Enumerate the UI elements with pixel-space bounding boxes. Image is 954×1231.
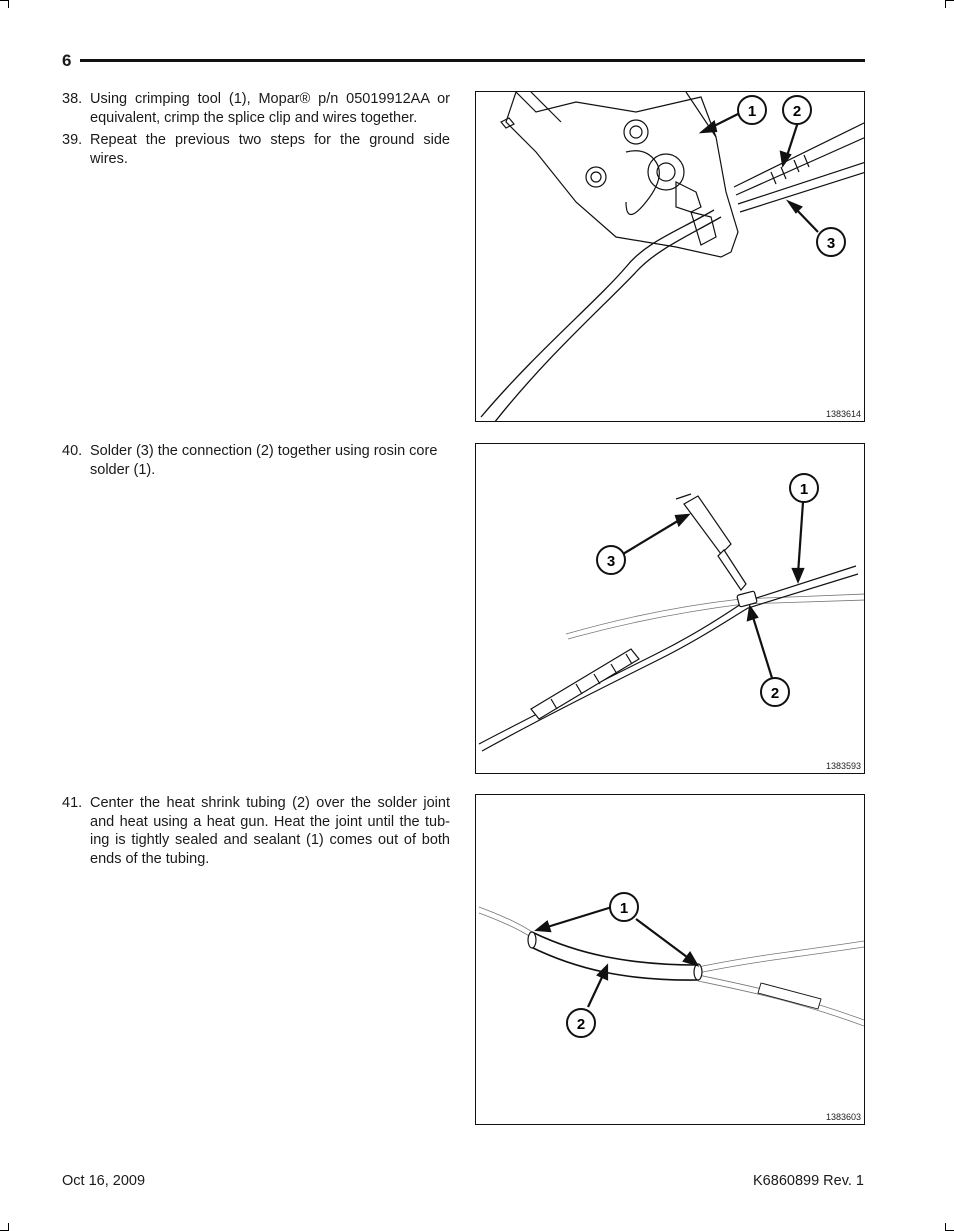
- crop-mark-top-right: [946, 0, 954, 1]
- header-rule: [80, 59, 865, 62]
- step-text: Repeat the previous two steps for the ground side wires.: [90, 132, 450, 167]
- footer-date: Oct 16, 2009: [62, 1173, 146, 1189]
- callout-3: 3: [826, 235, 836, 252]
- step-text: Solder (3) the connection (2) together using rosin core solder (1).: [90, 443, 438, 478]
- step-38: [62, 90, 450, 127]
- step-40: [62, 442, 450, 479]
- callout-2: 2: [576, 1016, 586, 1033]
- figure-id: 1383593: [825, 761, 861, 771]
- figure-id: 1383614: [825, 409, 861, 419]
- heat-shrink-illustration: [476, 795, 865, 1125]
- callout-2: 2: [792, 103, 802, 120]
- step-39: [62, 131, 450, 168]
- step-41: [62, 794, 450, 868]
- callout-badges: [738, 96, 845, 256]
- callout-1: 1: [619, 900, 629, 917]
- solder-illustration: [476, 444, 865, 774]
- step-number: 41.: [62, 795, 83, 811]
- step-number: 38.: [62, 91, 83, 107]
- callout-1: 1: [747, 103, 757, 120]
- callout-2: 2: [770, 685, 780, 702]
- figure-heat-shrink: [475, 794, 865, 1125]
- step-text: Using crimping tool (1), Mopar® p/n 05019912AA or equivalent, crimp the splice clip and wires together.: [90, 91, 450, 126]
- step-number: 40.: [62, 443, 83, 459]
- page-number: 6: [62, 51, 72, 70]
- callout-3: 3: [606, 553, 616, 570]
- figure-solder: [475, 443, 865, 774]
- crop-mark-top-right: [945, 0, 946, 8]
- step-text: Center the heat shrink tubing (2) over the solder joint and heat using a heat gun. Heat the joint until the tub-ing is tightly sealed and sealant (1) comes out of both ends of the tubing.: [90, 795, 450, 867]
- crop-mark-top-left: [8, 0, 9, 8]
- crop-mark-bottom-right: [945, 1223, 946, 1231]
- footer-doc-id: K6860899 Rev. 1: [753, 1173, 864, 1189]
- figure-id: 1383603: [825, 1112, 861, 1122]
- crop-mark-bottom-left: [8, 1223, 9, 1231]
- crop-mark-top-left: [0, 0, 8, 1]
- crimping-tool-illustration: [476, 92, 865, 422]
- step-number: 39.: [62, 132, 83, 148]
- callout-1: 1: [799, 481, 809, 498]
- figure-crimping-tool: [475, 91, 865, 422]
